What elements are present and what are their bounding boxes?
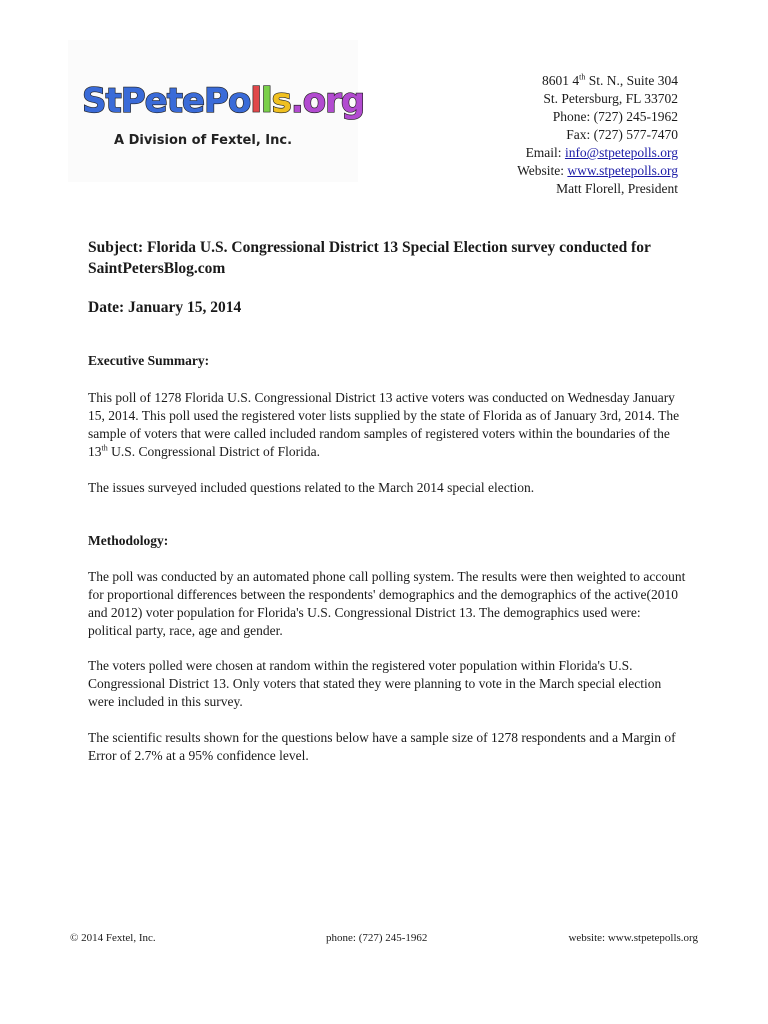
executive-summary-heading: Executive Summary: xyxy=(88,353,210,368)
city-line: St. Petersburg, FL 33702 xyxy=(543,91,678,106)
logo-part: StPetePo xyxy=(82,81,251,121)
logo-subtitle: A Division of Fextel, Inc. xyxy=(114,133,293,148)
footer-copyright: © 2014 Fextel, Inc. xyxy=(70,932,156,944)
methodology-paragraph-3: The scientific results shown for the questions below have a sample size of 1278 respondents and a Margin of Error of 2.7% at a 95% confidence level. xyxy=(88,730,676,763)
methodology-paragraph-1: The poll was conducted by an automated phone call polling system. The results were then weighted to account for proportional differences between the respondents' demographics and the demographics of the active(2010 and 2012) voter population for Florida's U.S. Congressional District 13. The demographics used were: political party, race, age and gender. xyxy=(88,569,686,638)
footer-website: website: www.stpetepolls.org xyxy=(568,932,698,944)
methodology-paragraph-2: The voters polled were chosen at random within the registered voter population within Florida's U.S. Congressional District 13. Only voters that stated they were planning to vote in the March special election were included in this survey. xyxy=(88,658,662,709)
website-line: Website: www.stpetepolls.org xyxy=(517,163,678,178)
phone-line: Phone: (727) 245-1962 xyxy=(552,109,678,124)
executive-paragraph-2: The issues surveyed included questions related to the March 2014 special election. xyxy=(88,480,535,495)
footer-phone: phone: (727) 245-1962 xyxy=(326,932,428,944)
logo-part: l xyxy=(260,81,272,121)
date-heading: Date: January 15, 2014 xyxy=(88,299,242,316)
company-logo xyxy=(68,40,365,182)
email-link[interactable]: info@stpetepolls.org xyxy=(564,145,678,160)
executive-paragraph-1: This poll of 1278 Florida U.S. Congressional District 13 active voters was conducted on Wednesday January 15, 2014. This poll used the registered voter lists supplied by the state of Florida as of January 3rd, 2014. The sample of voters that were called included random samples of registered voters within the boundaries of the 13th U.S. Congressional District of Florida. xyxy=(88,390,680,459)
street-address: 8601 4th St. N., Suite 304 xyxy=(542,72,678,88)
methodology-heading: Methodology: xyxy=(88,533,169,548)
subject-heading: Subject: Florida U.S. Congressional District 13 Special Election survey conducted for SaintPetersBlog.com xyxy=(88,239,651,277)
website-link[interactable]: www.stpetepolls.org xyxy=(567,163,678,178)
fax-line: Fax: (727) 577-7470 xyxy=(566,127,678,142)
logo-wordmark xyxy=(82,81,365,121)
address-block xyxy=(517,72,678,198)
logo-part: l xyxy=(250,81,261,121)
president-line: Matt Florell, President xyxy=(556,181,678,196)
logo-part: s xyxy=(271,81,291,121)
email-line: Email: info@stpetepolls.org xyxy=(525,145,678,160)
logo-part: .org xyxy=(290,81,365,121)
